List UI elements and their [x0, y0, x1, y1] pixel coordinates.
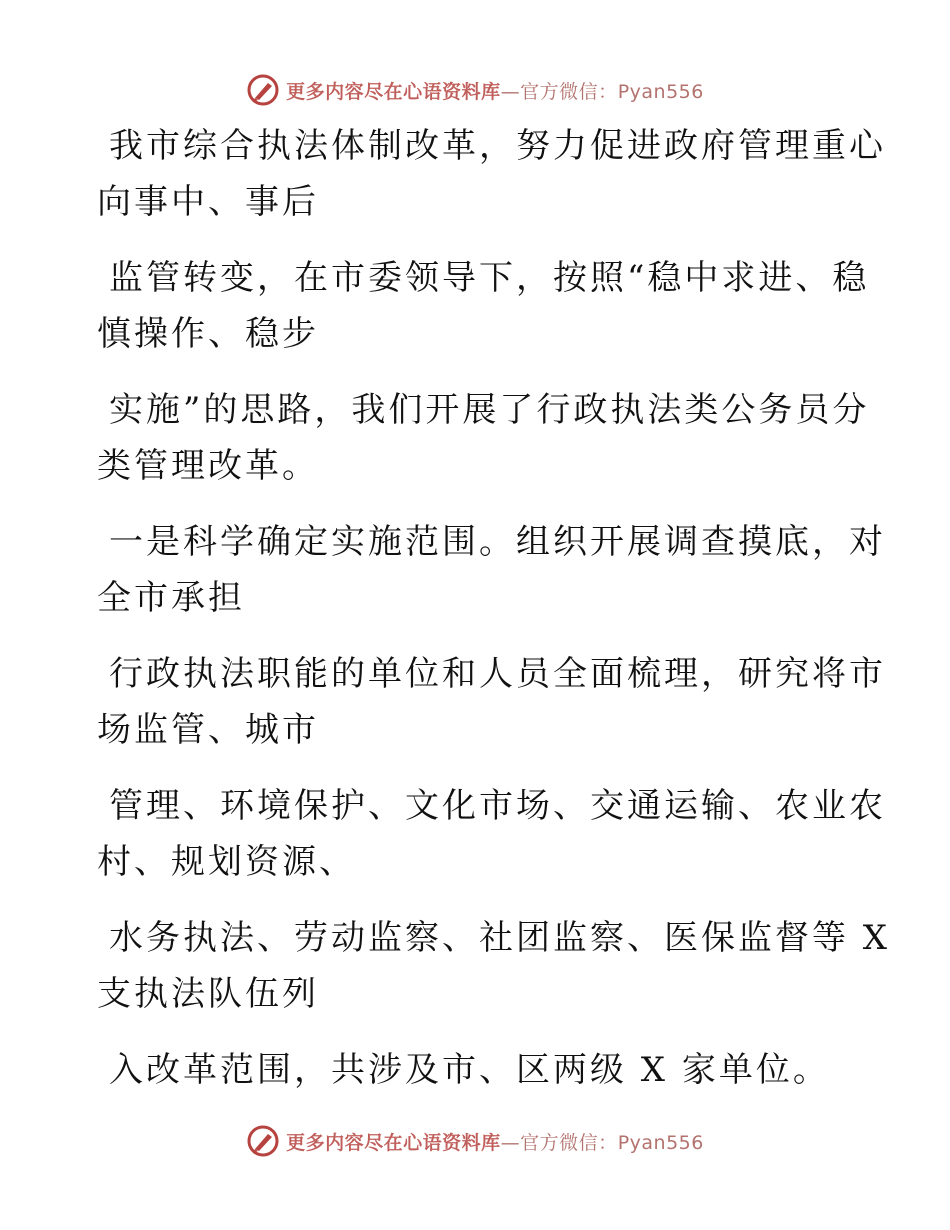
watermark-footer: [0, 1121, 950, 1161]
paragraph-line: 支执法队伍列: [97, 974, 319, 1014]
paragraph-line: 一是科学确定实施范围。组织开展调查摸底，对: [109, 522, 886, 562]
watermark-dash: —: [500, 80, 521, 103]
paragraph-line: 水务执法、劳动监察、社团监察、医保监督等 X: [109, 918, 891, 958]
paragraph: [97, 910, 891, 1022]
watermark-wechat-label: 官方微信：: [520, 1131, 618, 1154]
paragraph-line: 实施”的思路，我们开展了行政执法类公务员分: [109, 390, 870, 430]
paragraph: [97, 1042, 837, 1098]
paragraph-line: 类管理改革。: [97, 446, 319, 486]
watermark-wechat-label: 官方微信：: [520, 80, 618, 103]
paragraph-line: 向事中、事后: [97, 182, 319, 222]
watermark-main: 更多内容尽在心语资料库: [286, 1131, 501, 1154]
paragraph-line: 监管转变，在市委领导下，按照“稳中求进、稳: [109, 258, 870, 298]
document-body: [97, 118, 891, 1118]
paragraph-line: 行政执法职能的单位和人员全面梳理，研究将市: [109, 654, 886, 694]
watermark-text: [286, 77, 704, 104]
paragraph-line: 场监管、城市: [97, 710, 319, 750]
paragraph-line: 慎操作、稳步: [97, 314, 319, 354]
paragraph: [97, 514, 886, 626]
paragraph: [97, 646, 886, 758]
watermark-header: [0, 70, 950, 110]
paragraph-line: 入改革范围，共涉及市、区两级 X 家单位。: [109, 1050, 830, 1090]
paragraph: [97, 250, 870, 362]
paragraph-line: 管理、环境保护、文化市场、交通运输、农业农: [109, 786, 886, 826]
watermark-main: 更多内容尽在心语资料库: [286, 80, 501, 103]
paragraph-line: 我市综合执法体制改革，努力促进政府管理重心: [109, 126, 886, 166]
pen-logo-icon: [246, 1124, 280, 1158]
paragraph: [97, 118, 886, 230]
paragraph: [97, 778, 886, 890]
pen-logo-icon: [246, 73, 280, 107]
watermark-wechat-id: Pyan556: [617, 80, 704, 103]
watermark-wechat-id: Pyan556: [617, 1131, 704, 1154]
paragraph-line: 村、规划资源、: [97, 842, 356, 882]
paragraph-line: 全市承担: [97, 578, 245, 618]
paragraph: [97, 382, 870, 494]
watermark-dash: —: [500, 1131, 521, 1154]
watermark-text: [286, 1128, 704, 1155]
